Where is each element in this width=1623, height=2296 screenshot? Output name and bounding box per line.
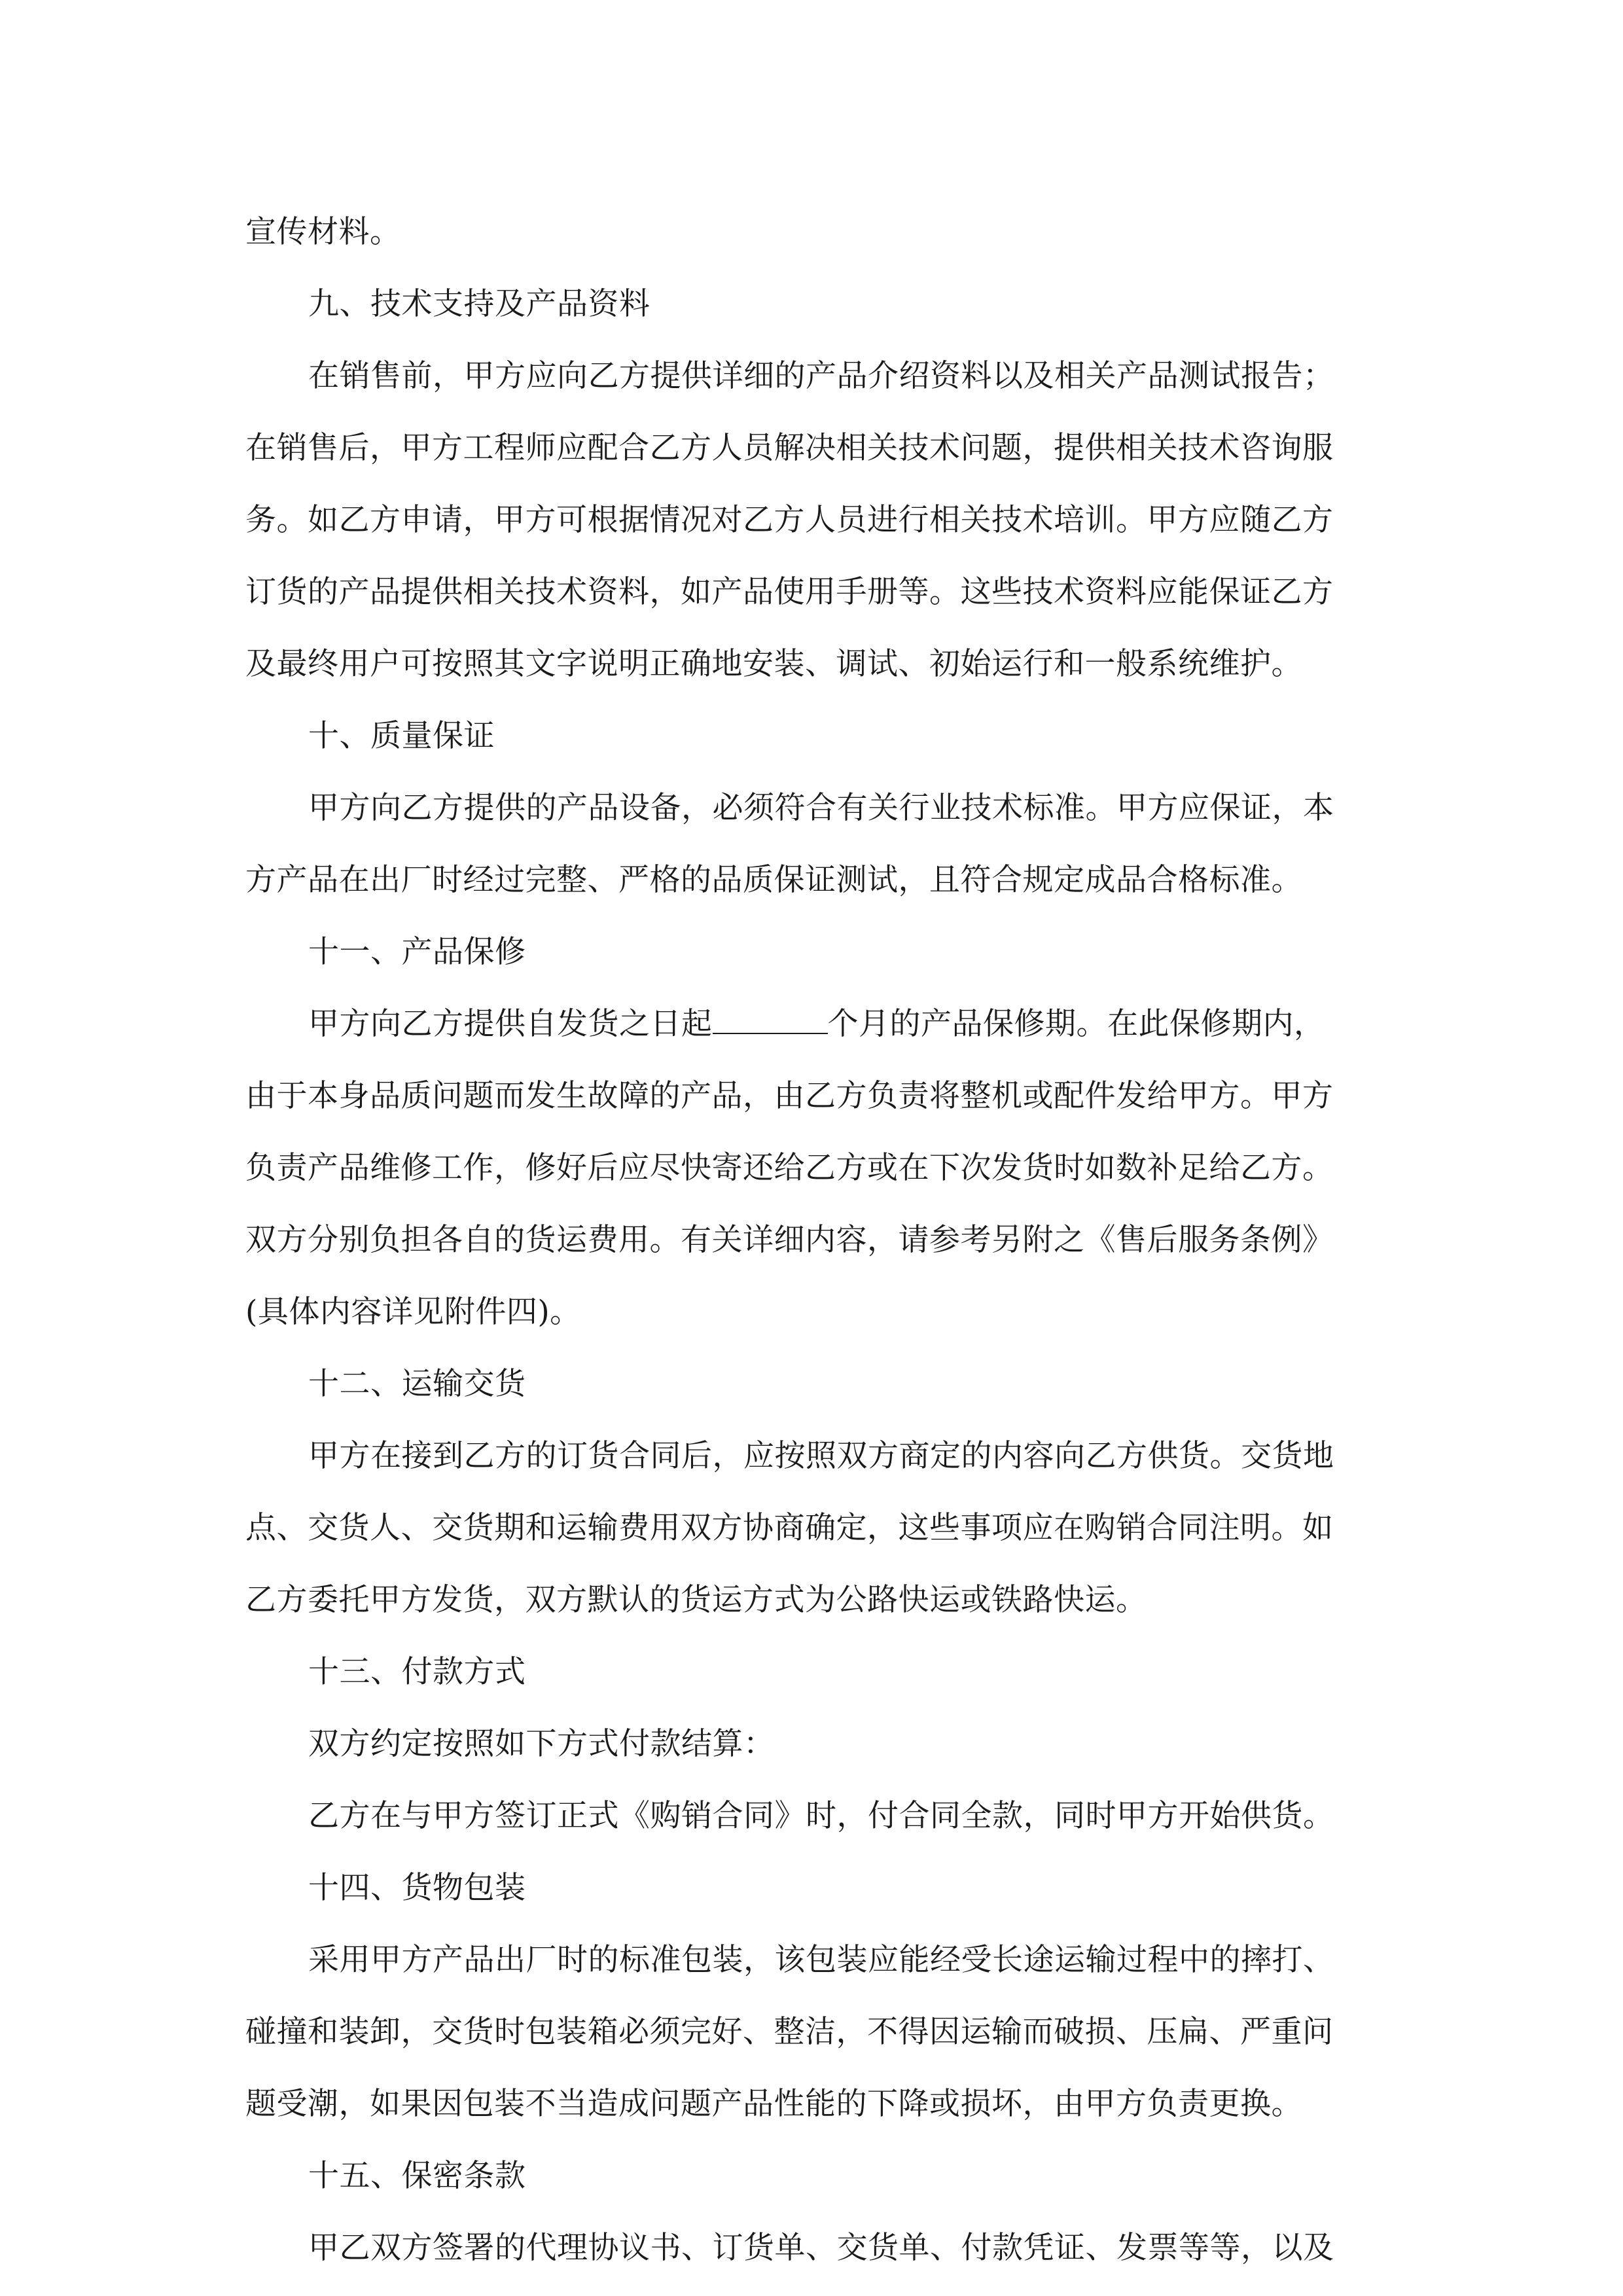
paragraph-line: 在销售前，甲方应向乙方提供详细的产品介绍资料以及相关产品测试报告； bbox=[308, 358, 1334, 394]
text-line: 题受潮，如果因包装不当造成问题产品性能的下降或损坏，由甲方负责更换。 bbox=[245, 2086, 1302, 2122]
text-line: 务。如乙方申请，甲方可根据情况对乙方人员进行相关技术培训。甲方应随乙方 bbox=[245, 502, 1334, 538]
paragraph-line: 双方约定按照如下方式付款结算： bbox=[308, 1726, 775, 1762]
text-line: 订货的产品提供相关技术资料，如产品使用手册等。这些技术资料应能保证乙方 bbox=[245, 574, 1334, 610]
text-line: 双方分别负担各自的货运费用。有关详细内容，请参考另附之《售后服务条例》 bbox=[245, 1222, 1334, 1258]
section-heading-10: 十、质量保证 bbox=[308, 718, 495, 754]
paragraph-line: 乙方在与甲方签订正式《购销合同》时，付合同全款，同时甲方开始供货。 bbox=[308, 1798, 1334, 1834]
paragraph-line: 甲乙双方签署的代理协议书、订货单、交货单、付款凭证、发票等等，以及 bbox=[308, 2230, 1334, 2266]
text-before-blank: 甲方向乙方提供自发货之日起 bbox=[308, 1006, 713, 1042]
text-line: 点、交货人、交货期和运输费用双方协商确定，这些事项应在购销合同注明。如 bbox=[245, 1510, 1334, 1546]
text-line: 宣传材料。 bbox=[245, 214, 401, 250]
paragraph-line: 采用甲方产品出厂时的标准包装，该包装应能经受长途运输过程中的摔打、 bbox=[308, 1942, 1334, 1978]
paragraph-line: 甲方向乙方提供的产品设备，必须符合有关行业技术标准。甲方应保证，本 bbox=[308, 790, 1334, 826]
section-heading-13: 十三、付款方式 bbox=[308, 1654, 526, 1690]
text-line: 由于本身品质问题而发生故障的产品，由乙方负责将整机或配件发给甲方。甲方 bbox=[245, 1078, 1334, 1114]
text-line: 负责产品维修工作，修好后应尽快寄还给乙方或在下次发货时如数补足给乙方。 bbox=[245, 1150, 1334, 1186]
section-heading-15: 十五、保密条款 bbox=[308, 2158, 526, 2194]
text-line: 及最终用户可按照其文字说明正确地安装、调试、初始运行和一般系统维护。 bbox=[245, 646, 1302, 682]
paragraph-line-with-blank bbox=[245, 988, 1381, 1060]
section-heading-12: 十二、运输交货 bbox=[308, 1366, 526, 1402]
text-line: (具体内容详见附件四)。 bbox=[245, 1294, 581, 1330]
text-line: 乙方委托甲方发货，双方默认的货运方式为公路快运或铁路快运。 bbox=[245, 1582, 1147, 1618]
document-body bbox=[245, 196, 1381, 2284]
section-heading-11: 十一、产品保修 bbox=[308, 934, 526, 970]
text-line: 方产品在出厂时经过完整、严格的品质保证测试，且符合规定成品合格标准。 bbox=[245, 862, 1302, 898]
text-line: 在销售后，甲方工程师应配合乙方人员解决相关技术问题，提供相关技术咨询服 bbox=[245, 430, 1334, 466]
paragraph-line: 甲方在接到乙方的订货合同后，应按照双方商定的内容向乙方供货。交货地 bbox=[308, 1438, 1334, 1474]
section-heading-14: 十四、货物包装 bbox=[308, 1870, 526, 1906]
text-after-blank: 个月的产品保修期。在此保修期内， bbox=[827, 1006, 1325, 1042]
section-heading-9: 九、技术支持及产品资料 bbox=[308, 286, 651, 322]
text-line: 碰撞和装卸，交货时包装箱必须完好、整洁，不得因运输而破损、压扁、严重问 bbox=[245, 2014, 1334, 2050]
warranty-months-blank bbox=[713, 1003, 828, 1034]
